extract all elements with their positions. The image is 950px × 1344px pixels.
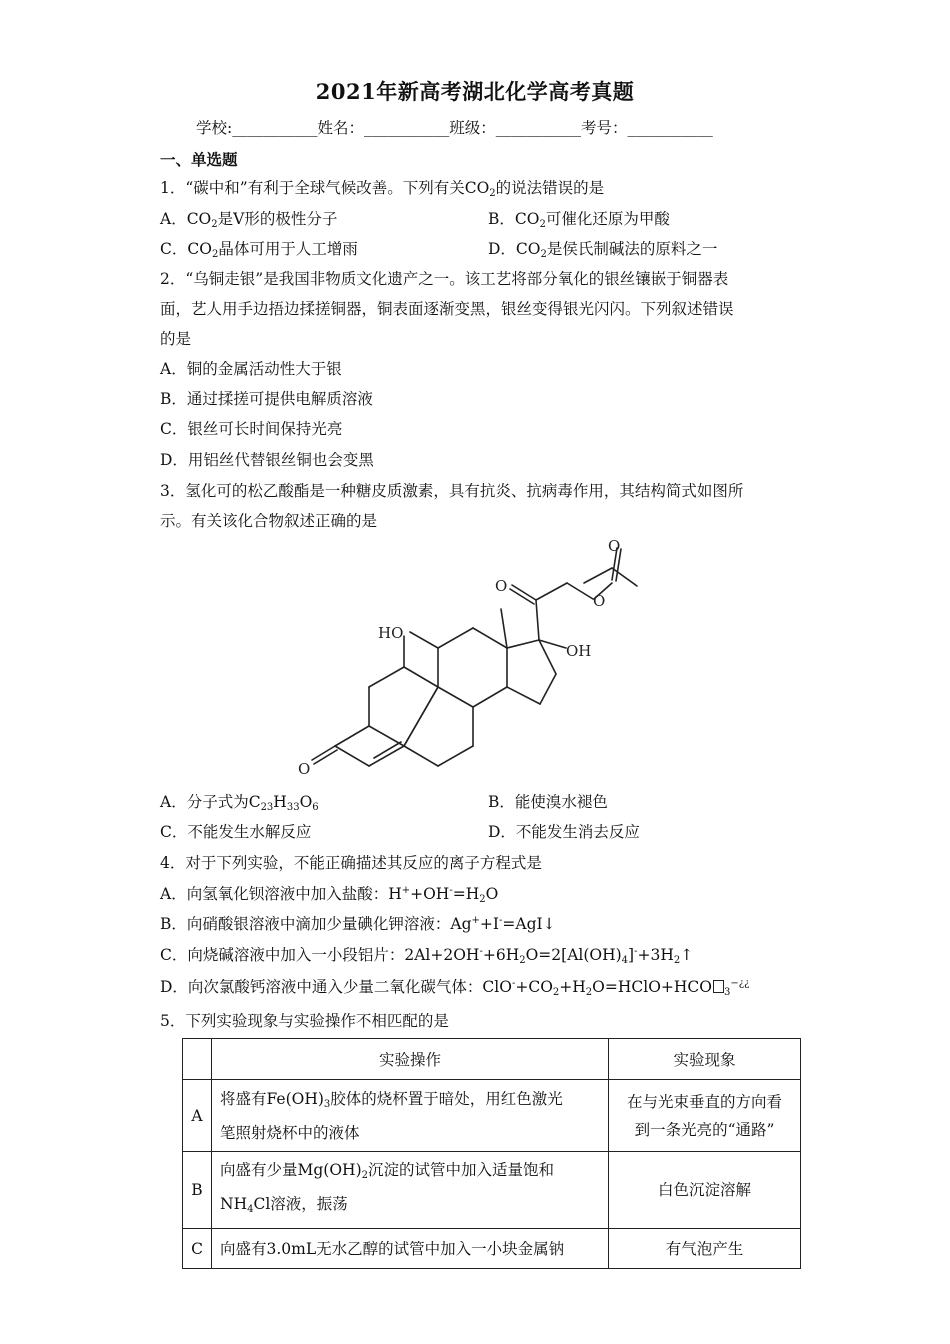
- q2-option-b: B．通过揉搓可提供电解质溶液: [160, 390, 373, 408]
- ketone-oxygen-label: O: [298, 760, 311, 778]
- acetyl-oxygen-label: O: [608, 537, 621, 555]
- header-phenomenon: 实验现象: [609, 1039, 801, 1080]
- q4-option-c: C．向烧碱溶液中加入一小段铝片：$2Al+2OH^-+6H_2O=2[Al(OH)_4]^-+3H_2↑$: [160, 946, 694, 966]
- question-1-stem: 1．“碳中和”有利于全球气候改善。下列有关$CO_2$的说法错误的是: [160, 179, 605, 199]
- q1-option-b: B．$CO_2$可催化还原为甲酸: [488, 210, 670, 230]
- row-key: A: [183, 1080, 212, 1152]
- row-phenomenon: 白色沉淀溶解: [609, 1152, 801, 1229]
- row-key: C: [183, 1229, 212, 1269]
- q1-option-c: C．$CO_2$晶体可用于人工增雨: [160, 240, 358, 260]
- student-info-line: 学校:___________姓名：___________班级：___________考号：___________: [196, 119, 713, 137]
- experiment-table: [182, 1038, 801, 1269]
- carbonyl-oxygen-label: O: [495, 577, 508, 595]
- hydroxyl-label-c11: HO: [378, 624, 404, 642]
- table-row: [183, 1229, 801, 1269]
- q4-option-a: A．向氢氧化钡溶液中加入盐酸：$H^++OH^-=H_2O$: [160, 885, 499, 905]
- header-key-cell: [183, 1039, 212, 1080]
- q1-option-a: A．$CO_2$是Ⅴ形的极性分子: [160, 210, 338, 230]
- q2-option-a: A．铜的金属活动性大于银: [160, 360, 342, 378]
- question-4-stem: 4．对于下列实验，不能正确描述其反应的离子方程式是: [160, 854, 542, 872]
- header-operation: 实验操作: [212, 1039, 609, 1080]
- row-key: B: [183, 1152, 212, 1229]
- q4-option-d: D．向次氯酸钙溶液中通入少量二氧化碳气体：$ClO^-+CO_2+H_2O=HClO+HCO$ $_3$−¿¿: [160, 978, 750, 998]
- q1-option-d: D．$CO_2$是侯氏制碱法的原料之一: [488, 240, 718, 260]
- row-phenomenon: 有气泡产生: [609, 1229, 801, 1269]
- question-2-stem-line2: 面，艺人用手边捂边揉搓铜器，铜表面逐渐变黑，银丝变得银光闪闪。下列叙述错误: [160, 300, 734, 318]
- q2-option-c: C．银丝可长时间保持光亮: [160, 420, 343, 438]
- row-phenomenon: 在与光束垂直的方向看 到一条光亮的“通路”: [609, 1080, 801, 1152]
- exam-title: 2021年新高考湖北化学高考真题: [315, 79, 635, 104]
- row-operation: 将盛有$Fe(OH)_3$胶体的烧杯置于暗处，用红色激光 笔照射烧杯中的液体: [212, 1080, 609, 1152]
- table-row: [183, 1080, 801, 1152]
- row-operation: 向盛有3.0mL无水乙醇的试管中加入一小块金属钠: [212, 1229, 609, 1269]
- section-heading: 一、单选题: [160, 150, 238, 169]
- q3-option-b: B．能使溴水褪色: [488, 793, 608, 811]
- q3-option-c: C．不能发生水解反应: [160, 823, 312, 841]
- row-operation: 向盛有少量$Mg(OH)_2$沉淀的试管中加入适量饱和 $NH_4Cl$溶液，振荡: [212, 1152, 609, 1229]
- table-row: [183, 1152, 801, 1229]
- q3-option-a: A．分子式为$C_{23}H_{33}O_6$: [160, 793, 319, 813]
- q3-option-d: D．不能发生消去反应: [488, 823, 640, 841]
- question-3-stem-line2: 示。有关该化合物叙述正确的是: [160, 512, 378, 530]
- ester-oxygen-label: O: [593, 592, 606, 610]
- question-3-stem-line1: 3．氢化可的松乙酸酯是一种糖皮质激素，具有抗炎、抗病毒作用，其结构简式如图所: [160, 482, 744, 500]
- hydroxyl-label-c17: OH: [566, 642, 592, 660]
- table-header-row: [183, 1039, 801, 1080]
- question-5-stem: 5．下列实验现象与实验操作不相匹配的是: [160, 1012, 449, 1030]
- question-2-stem-line1: 2．“乌铜走银”是我国非物质文化遗产之一。该工艺将部分氧化的银丝镶嵌于铜器表: [160, 270, 729, 288]
- question-2-stem-line3: 的是: [160, 330, 192, 348]
- q2-option-d: D．用铝丝代替银丝铜也会变黑: [160, 451, 374, 469]
- steroid-structure-diagram: [290, 536, 621, 781]
- missing-glyph-box: [713, 980, 724, 993]
- q4-option-b: B．向硝酸银溶液中滴加少量碘化钾溶液：Ag++I-=AgI↓: [160, 915, 556, 933]
